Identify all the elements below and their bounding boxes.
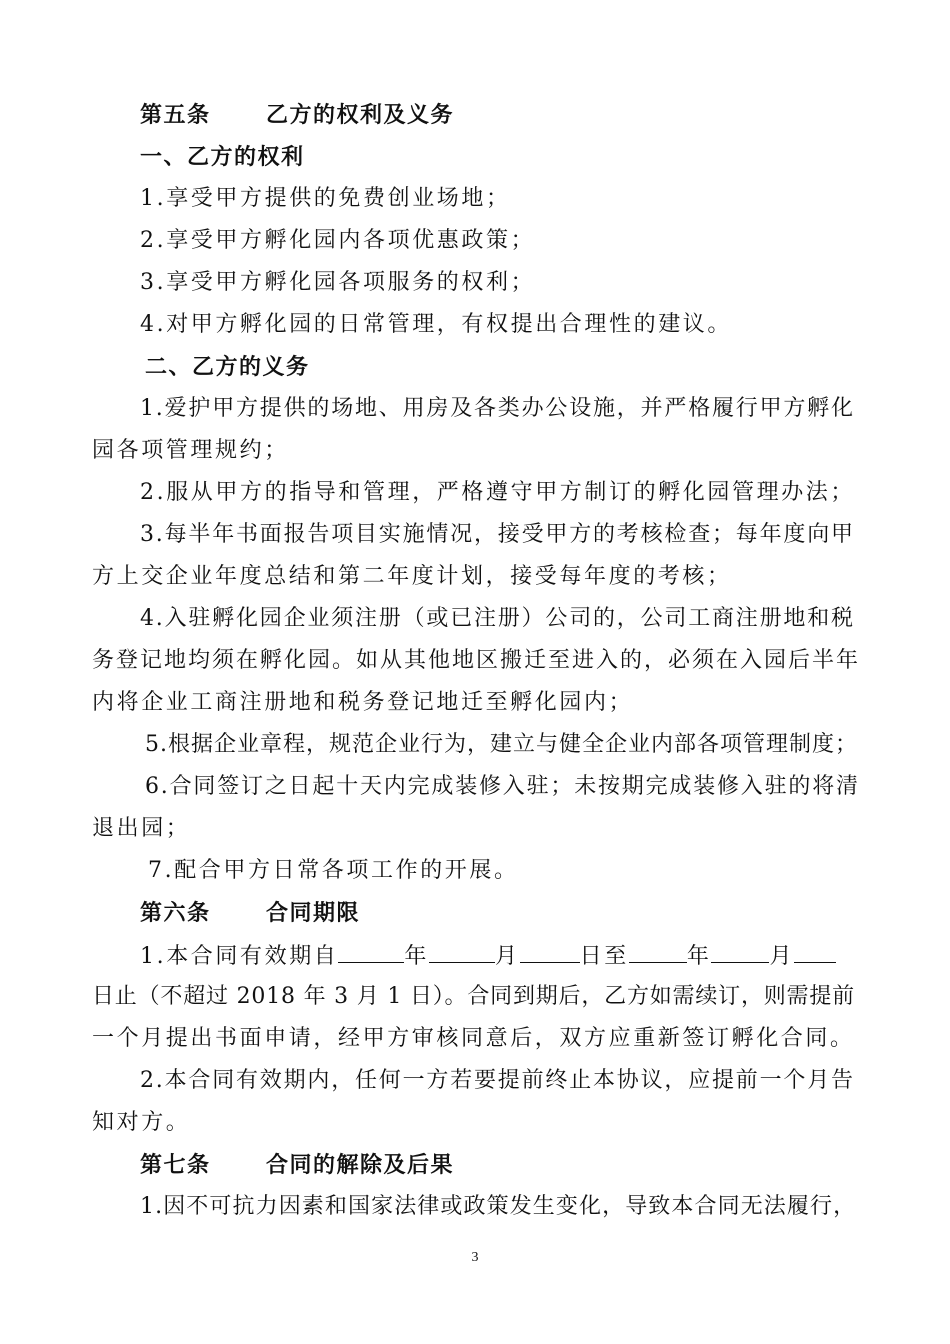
- term-clause-1-line-1: [140, 940, 836, 972]
- end-month-blank: [711, 940, 769, 963]
- article7-heading: [140, 1150, 454, 1180]
- right-item-3: 3.享受甲方孵化园各项服务的权利；: [140, 270, 536, 295]
- start-month-label: 月: [495, 944, 520, 969]
- duty-item-1-line-2: 园各项管理规约；: [92, 438, 289, 463]
- end-month-label: 月: [769, 944, 795, 969]
- end-year-label: 年: [686, 944, 712, 969]
- article7-title: 合同的解除及后果: [266, 1152, 455, 1178]
- duty-item-7: 7.配合甲方日常各项工作的开展。: [148, 858, 519, 883]
- start-year-blank: [338, 940, 404, 963]
- duty-item-4-line-3: 内将企业工商注册地和税务登记地迁至孵化园内；: [92, 690, 634, 715]
- day-to-label: 日至: [579, 944, 629, 969]
- term-clause-1-line-2: 日止（不超过 2018 年 3 月 1 日）。合同到期后，乙方如需续订，则需提前: [92, 984, 855, 1009]
- right-item-2: 2.享受甲方孵化园内各项优惠政策；: [140, 228, 536, 253]
- duty-item-1-line-1: 1.爱护甲方提供的场地、用房及各类办公设施，并严格履行甲方孵化: [140, 396, 855, 421]
- term-clause-1-line-3: 一个月提出书面申请，经甲方审核同意后，双方应重新签订孵化合同。: [92, 1026, 855, 1051]
- right-item-4: 4.对甲方孵化园的日常管理，有权提出合理性的建议。: [140, 312, 732, 337]
- article7-number: 第七条: [140, 1152, 211, 1178]
- duty-item-4-line-1: 4.入驻孵化园企业须注册（或已注册）公司的，公司工商注册地和税: [140, 606, 855, 631]
- term-clause-2-line-2: 知对方。: [92, 1110, 191, 1135]
- duties-heading: 二、乙方的义务: [145, 354, 310, 380]
- duty-item-4-line-2: 务登记地均须在孵化园。如从其他地区搬迁至进入的，必须在入园后半年: [92, 648, 861, 673]
- term-prefix: 1.本合同有效期自: [140, 944, 339, 969]
- duty-item-3-line-1: 3.每半年书面报告项目实施情况，接受甲方的考核检查；每年度向甲: [140, 522, 855, 547]
- article6-heading: [140, 898, 360, 928]
- end-year-blank: [629, 940, 687, 963]
- term-clause-2-line-1: 2.本合同有效期内，任何一方若要提前终止本协议，应提前一个月告: [140, 1068, 855, 1093]
- article5-title: 乙方的权利及义务: [266, 102, 455, 128]
- start-day-blank: [520, 940, 580, 963]
- right-item-1: 1.享受甲方提供的免费创业场地；: [140, 186, 511, 211]
- article6-number: 第六条: [140, 900, 211, 926]
- start-year-label: 年: [404, 944, 430, 969]
- duty-item-5: 5.根据企业章程，规范企业行为，建立与健全企业内部各项管理制度；: [145, 732, 858, 757]
- rights-heading: 一、乙方的权利: [140, 144, 305, 170]
- article5-number: 第五条: [140, 102, 211, 128]
- duty-item-6-line-1: 6.合同签订之日起十天内完成装修入驻；未按期完成装修入驻的将清: [145, 774, 860, 799]
- duty-item-3-line-2: 方上交企业年度总结和第二年度计划，接受每年度的考核；: [92, 564, 732, 589]
- page-number: 3: [471, 1250, 479, 1265]
- article6-title: 合同期限: [266, 900, 361, 926]
- termination-clause-1: 1.因不可抗力因素和国家法律或政策发生变化，导致本合同无法履行，: [140, 1194, 857, 1219]
- duty-item-2: 2.服从甲方的指导和管理，严格遵守甲方制订的孵化园管理办法；: [140, 480, 855, 505]
- end-day-blank: [794, 940, 836, 963]
- article5-heading: [140, 100, 454, 130]
- duty-item-6-line-2: 退出园；: [92, 816, 191, 841]
- start-month-blank: [429, 940, 495, 963]
